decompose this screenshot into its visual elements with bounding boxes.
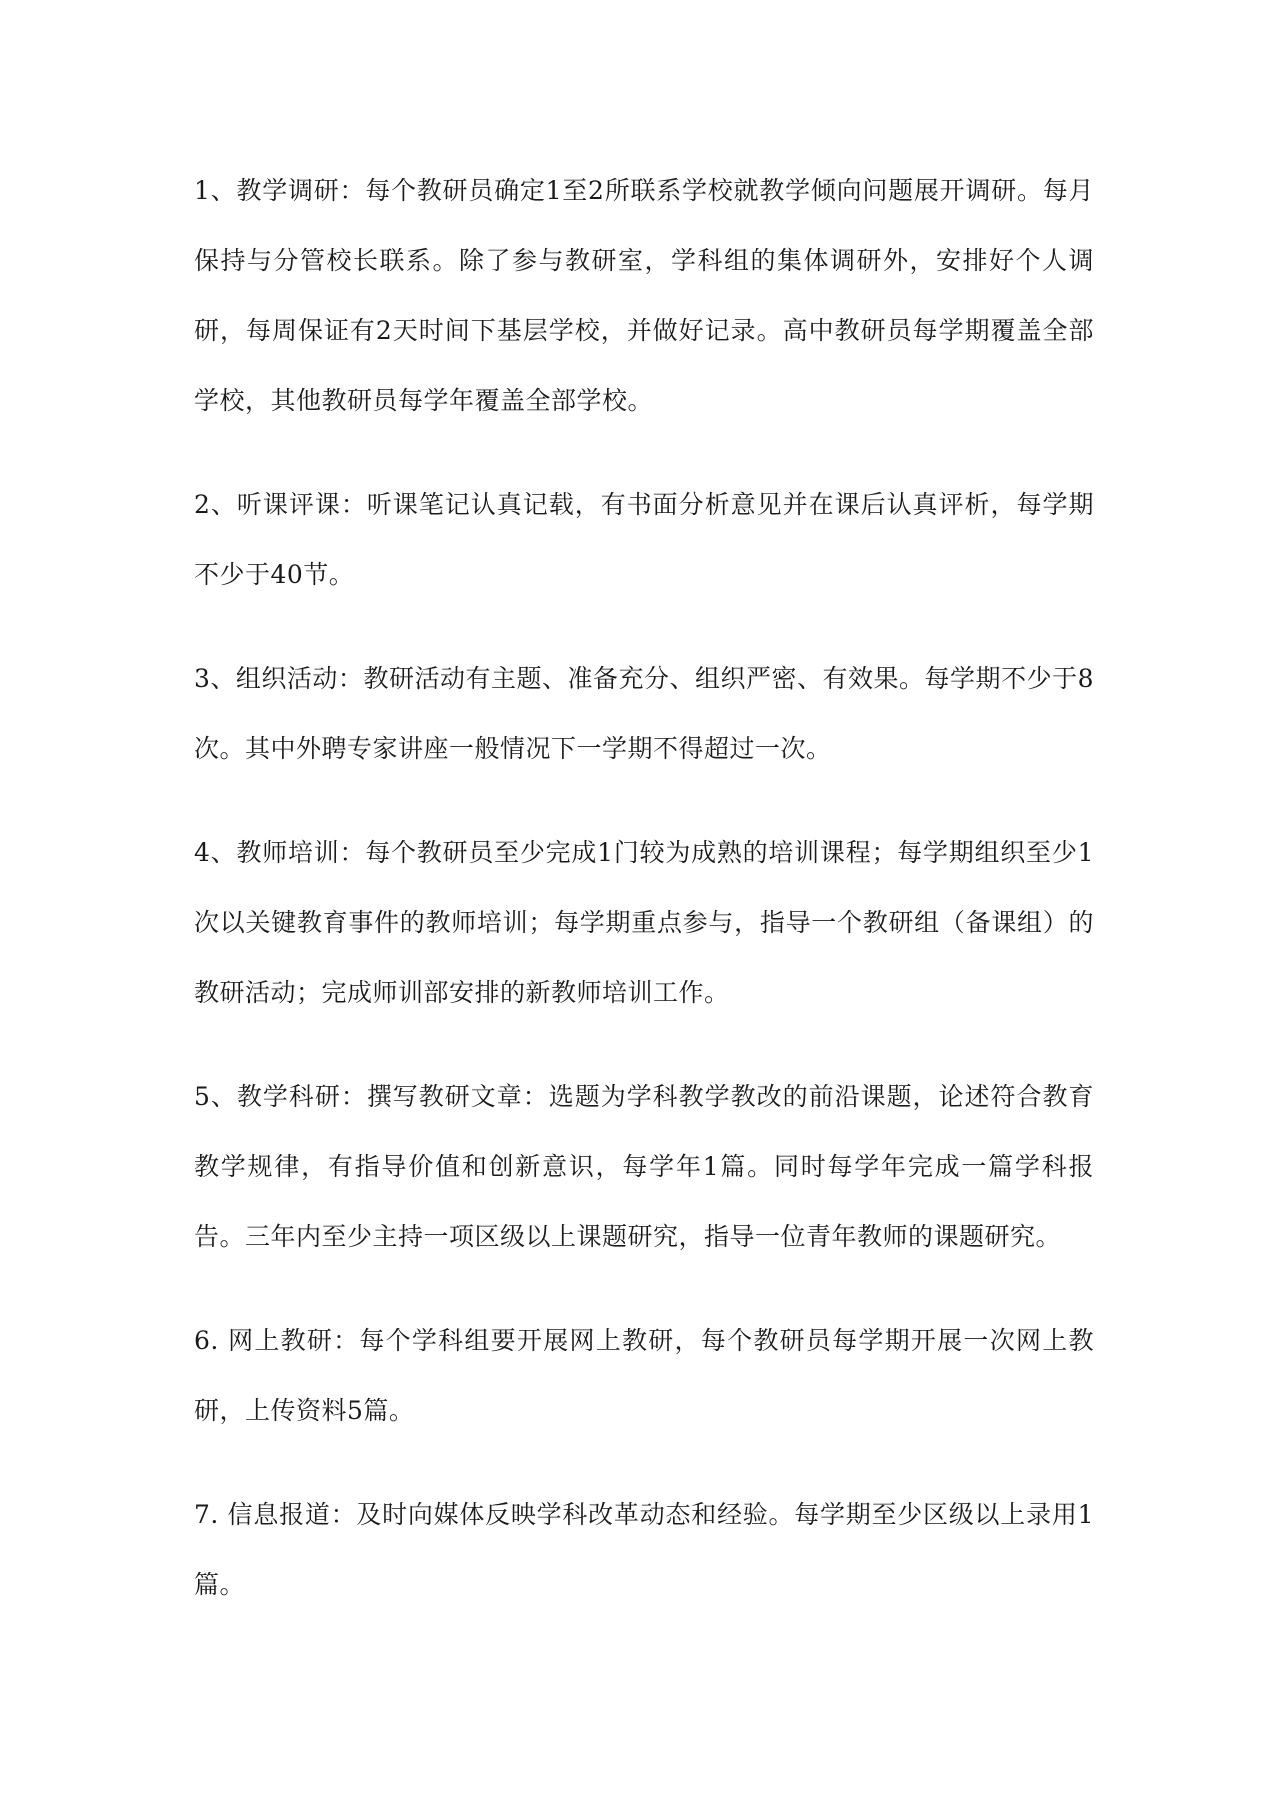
document-body <box>194 156 1094 1654</box>
paragraph-scientific-research: 5、教学科研：撰写教研文章：选题为学科教学教改的前沿课题，论述符合教育教学规律，有指导价值和创新意识，每学年1篇。同时每学年完成一篇学科报告。三年内至少主持一项区级以上课题研究，指导一位青年教师的课题研究。 <box>194 1082 1094 1251</box>
paragraph-online-research: 6. 网上教研：每个学科组要开展网上教研，每个教研员每学期开展一次网上教研，上传资料5篇。 <box>194 1326 1094 1425</box>
paragraph-lesson-observation: 2、听课评课：听课笔记认真记载，有书面分析意见并在课后认真评析，每学期不少于40节。 <box>194 490 1094 589</box>
paragraph-organize-activities: 3、组织活动：教研活动有主题、准备充分、组织严密、有效果。每学期不少于8次。其中外聘专家讲座一般情况下一学期不得超过一次。 <box>194 664 1094 763</box>
paragraph-information-report: 7. 信息报道：及时向媒体反映学科改革动态和经验。每学期至少区级以上录用1篇。 <box>194 1500 1094 1599</box>
paragraph-teacher-training: 4、教师培训：每个教研员至少完成1门较为成熟的培训课程；每学期组织至少1次以关键教育事件的教师培训；每学期重点参与，指导一个教研组（备课组）的教研活动；完成师训部安排的新教师培训工作。 <box>194 838 1094 1007</box>
paragraph-teaching-research: 1、教学调研：每个教研员确定1至2所联系学校就教学倾向问题展开调研。每月保持与分管校长联系。除了参与教研室，学科组的集体调研外，安排好个人调研，每周保证有2天时间下基层学校，并做好记录。高中教研员每学期覆盖全部学校，其他教研员每学年覆盖全部学校。 <box>194 176 1094 415</box>
